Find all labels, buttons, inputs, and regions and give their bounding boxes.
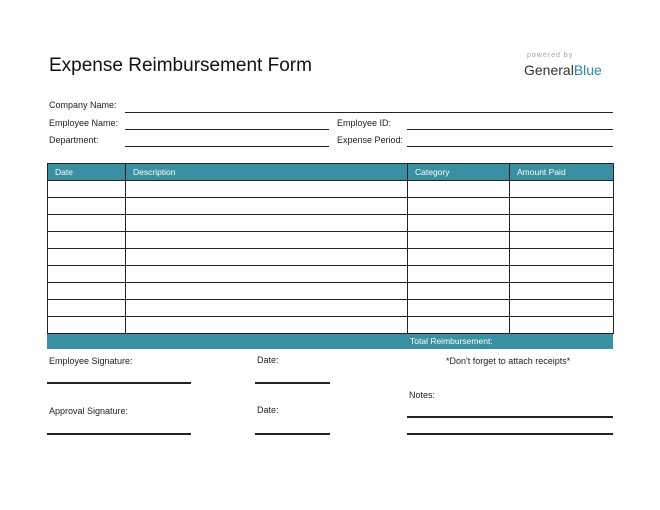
cell-description[interactable] bbox=[126, 181, 408, 198]
employee-name-field[interactable] bbox=[125, 129, 329, 130]
cell-amount-paid[interactable] bbox=[510, 300, 614, 317]
powered-by-label: powered by bbox=[527, 52, 574, 59]
employee-id-label: Employee ID: bbox=[337, 118, 392, 128]
cell-description[interactable] bbox=[126, 215, 408, 232]
column-header-description: Description bbox=[126, 164, 408, 181]
cell-description[interactable] bbox=[126, 317, 408, 334]
table-row bbox=[48, 215, 614, 232]
table-header-row bbox=[48, 164, 614, 181]
table-row bbox=[48, 317, 614, 334]
cell-category[interactable] bbox=[408, 232, 510, 249]
cell-amount-paid[interactable] bbox=[510, 283, 614, 300]
cell-description[interactable] bbox=[126, 300, 408, 317]
notes-line-2[interactable] bbox=[407, 433, 613, 435]
cell-date[interactable] bbox=[48, 215, 126, 232]
cell-description[interactable] bbox=[126, 249, 408, 266]
cell-amount-paid[interactable] bbox=[510, 232, 614, 249]
cell-category[interactable] bbox=[408, 198, 510, 215]
receipts-note: *Don't forget to attach receipts* bbox=[446, 356, 571, 366]
cell-category[interactable] bbox=[408, 283, 510, 300]
employee-name-label: Employee Name: bbox=[49, 118, 119, 128]
expense-period-label: Expense Period: bbox=[337, 135, 404, 145]
cell-description[interactable] bbox=[126, 198, 408, 215]
total-reimbursement-label: Total Reimbursement: bbox=[410, 336, 493, 346]
cell-category[interactable] bbox=[408, 266, 510, 283]
department-field[interactable] bbox=[125, 146, 329, 147]
employee-id-field[interactable] bbox=[407, 129, 613, 130]
table-row bbox=[48, 300, 614, 317]
cell-date[interactable] bbox=[48, 198, 126, 215]
cell-amount-paid[interactable] bbox=[510, 215, 614, 232]
employee-signature-label: Employee Signature: bbox=[49, 356, 133, 366]
column-header-date: Date bbox=[48, 164, 126, 181]
cell-date[interactable] bbox=[48, 181, 126, 198]
cell-date[interactable] bbox=[48, 266, 126, 283]
date-label-2: Date: bbox=[257, 405, 279, 415]
cell-amount-paid[interactable] bbox=[510, 317, 614, 334]
cell-amount-paid[interactable] bbox=[510, 198, 614, 215]
cell-date[interactable] bbox=[48, 283, 126, 300]
table-row bbox=[48, 266, 614, 283]
cell-amount-paid[interactable] bbox=[510, 266, 614, 283]
table-row bbox=[48, 283, 614, 300]
date-label-1: Date: bbox=[257, 355, 279, 365]
notes-label: Notes: bbox=[409, 390, 436, 400]
expense-period-field[interactable] bbox=[407, 146, 613, 147]
company-name-label: Company Name: bbox=[49, 100, 117, 110]
cell-date[interactable] bbox=[48, 300, 126, 317]
date-line-1[interactable] bbox=[255, 382, 330, 384]
total-reimbursement-bar bbox=[47, 334, 613, 349]
table-row bbox=[48, 249, 614, 266]
cell-date[interactable] bbox=[48, 317, 126, 334]
cell-category[interactable] bbox=[408, 317, 510, 334]
cell-category[interactable] bbox=[408, 300, 510, 317]
cell-category[interactable] bbox=[408, 249, 510, 266]
brand-blue: Blue bbox=[573, 62, 602, 78]
cell-amount-paid[interactable] bbox=[510, 181, 614, 198]
table-row bbox=[48, 232, 614, 249]
cell-category[interactable] bbox=[408, 215, 510, 232]
column-header-category: Category bbox=[408, 164, 510, 181]
cell-description[interactable] bbox=[126, 232, 408, 249]
cell-description[interactable] bbox=[126, 266, 408, 283]
approval-signature-line[interactable] bbox=[47, 433, 191, 435]
notes-line-1[interactable] bbox=[407, 416, 613, 418]
date-line-2[interactable] bbox=[255, 433, 330, 435]
table-row bbox=[48, 181, 614, 198]
column-header-amount-paid: Amount Paid bbox=[510, 164, 614, 181]
approval-signature-label: Approval Signature: bbox=[49, 406, 129, 416]
cell-description[interactable] bbox=[126, 283, 408, 300]
department-label: Department: bbox=[49, 135, 99, 145]
brand-logo bbox=[524, 62, 602, 78]
company-name-field[interactable] bbox=[125, 112, 613, 113]
cell-date[interactable] bbox=[48, 249, 126, 266]
brand-general: General bbox=[524, 62, 574, 78]
page-title: Expense Reimbursement Form bbox=[49, 55, 312, 76]
cell-amount-paid[interactable] bbox=[510, 249, 614, 266]
cell-date[interactable] bbox=[48, 232, 126, 249]
expense-table bbox=[47, 163, 614, 334]
table-row bbox=[48, 198, 614, 215]
cell-category[interactable] bbox=[408, 181, 510, 198]
employee-signature-line[interactable] bbox=[47, 382, 191, 384]
